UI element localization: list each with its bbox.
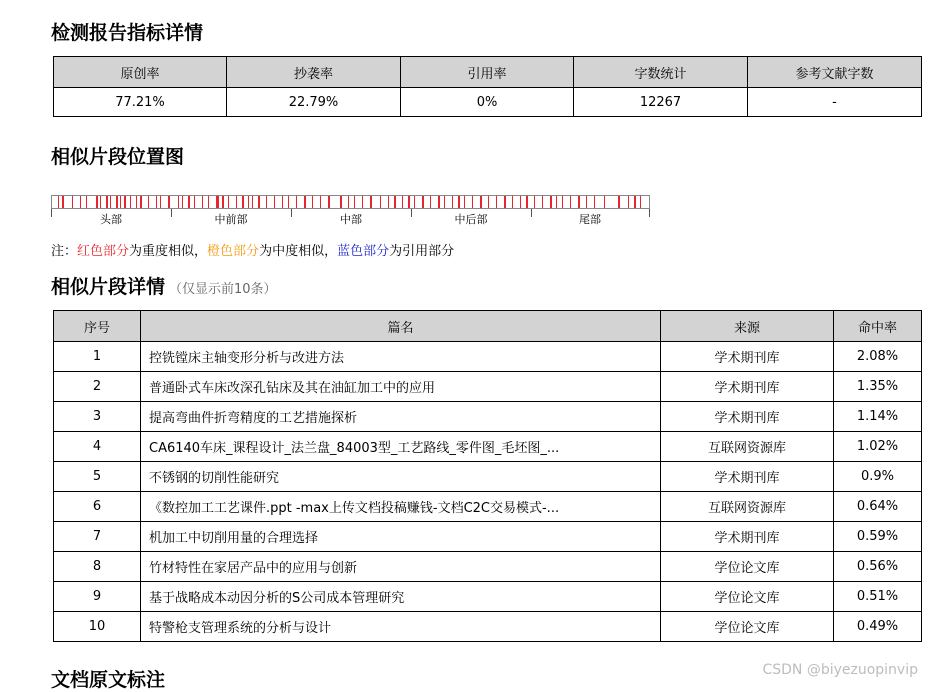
similarity-mark <box>148 196 149 208</box>
value-originality-rate: 77.21% <box>54 88 227 117</box>
similarity-mark <box>58 196 59 208</box>
section-title-similar-details <box>51 275 277 302</box>
similarity-mark <box>354 196 355 208</box>
table-row <box>54 372 922 402</box>
row-hit-rate: 0.9% <box>834 462 922 492</box>
legend-blue-text: 为引用部分 <box>389 244 455 259</box>
row-title: 控铣镗床主轴变形分析与改进方法 <box>141 342 661 372</box>
row-index: 8 <box>54 552 141 582</box>
csdn-watermark: CSDN @biyezuopinvip <box>762 662 918 678</box>
value-reference-word-count: - <box>748 88 922 117</box>
similarity-mark <box>228 196 229 208</box>
similarity-mark <box>480 196 482 208</box>
similarity-mark <box>362 196 363 208</box>
similarity-mark <box>216 196 219 208</box>
similarity-mark <box>160 196 161 208</box>
similarity-mark <box>252 196 253 208</box>
similarity-mark <box>188 196 190 208</box>
row-source: 学位论文库 <box>661 582 834 612</box>
similarity-mark <box>320 196 321 208</box>
value-citation-rate: 0% <box>401 88 574 117</box>
similarity-mark <box>168 196 170 208</box>
row-index: 1 <box>54 342 141 372</box>
similarity-mark <box>282 196 283 208</box>
row-index: 5 <box>54 462 141 492</box>
similarity-mark <box>438 196 440 208</box>
segment-label-head: 头部 <box>100 213 122 226</box>
table-row <box>54 492 922 522</box>
similarity-mark <box>208 196 209 208</box>
similarity-mark <box>96 196 98 208</box>
similarity-mark <box>140 196 142 208</box>
row-index: 4 <box>54 432 141 462</box>
similarity-mark <box>496 196 497 208</box>
row-title: CA6140车床_课程设计_法兰盘_84003型_工艺路线_零件图_毛坯图_... <box>141 432 661 462</box>
header-citation-rate: 引用率 <box>401 57 574 88</box>
header-title: 篇名 <box>141 311 661 342</box>
similarity-mark <box>86 196 87 208</box>
row-hit-rate: 1.02% <box>834 432 922 462</box>
similarity-mark <box>444 196 445 208</box>
section-title-original-annotation: 文档原文标注 <box>51 669 166 691</box>
row-source: 学术期刊库 <box>661 372 834 402</box>
row-index: 7 <box>54 522 141 552</box>
similarity-mark <box>328 196 330 208</box>
segment-label-middle: 中部 <box>340 213 362 226</box>
similarity-mark <box>242 196 244 208</box>
row-source: 互联网资源库 <box>661 492 834 522</box>
similarity-mark <box>586 196 587 208</box>
row-index: 10 <box>54 612 141 642</box>
similarity-mark <box>472 196 473 208</box>
row-title: 提高弯曲件折弯精度的工艺措施探析 <box>141 402 661 432</box>
similarity-mark <box>130 196 131 208</box>
similarity-mark <box>526 196 528 208</box>
similarity-mark <box>62 196 64 208</box>
similarity-mark <box>430 196 431 208</box>
row-source: 互联网资源库 <box>661 432 834 462</box>
similarity-mark <box>422 196 424 208</box>
value-word-count: 12267 <box>574 88 748 117</box>
similarity-mark <box>452 196 453 208</box>
similarity-mark <box>556 196 557 208</box>
row-title: 特警枪支管理系统的分析与设计 <box>141 612 661 642</box>
similarity-mark <box>124 196 126 208</box>
legend-prefix: 注： <box>51 244 78 259</box>
table-row <box>54 582 922 612</box>
row-title: 竹材特性在家居产品中的应用与创新 <box>141 552 661 582</box>
similarity-mark <box>258 196 260 208</box>
header-reference-word-count: 参考文献字数 <box>748 57 922 88</box>
table-row <box>54 402 922 432</box>
details-header-row <box>54 311 922 342</box>
segment-label-tail: 尾部 <box>579 213 601 226</box>
row-index: 3 <box>54 402 141 432</box>
similarity-mark <box>182 196 183 208</box>
similarity-mark <box>414 196 415 208</box>
similarity-mark <box>512 196 513 208</box>
similarity-mark <box>72 196 73 208</box>
similarity-mark <box>562 196 563 208</box>
row-hit-rate: 1.14% <box>834 402 922 432</box>
row-title: 基于战略成本动因分析的S公司成本管理研究 <box>141 582 661 612</box>
header-hit-rate: 命中率 <box>834 311 922 342</box>
similarity-mark <box>312 196 313 208</box>
similarity-mark <box>110 196 111 208</box>
similarity-mark <box>458 196 460 208</box>
similarity-mark <box>394 196 396 208</box>
similarity-mark <box>178 196 179 208</box>
row-source: 学位论文库 <box>661 552 834 582</box>
row-title: 不锈钢的切削性能研究 <box>141 462 661 492</box>
row-index: 9 <box>54 582 141 612</box>
color-legend <box>51 243 454 261</box>
row-source: 学位论文库 <box>661 612 834 642</box>
similarity-mark <box>380 196 381 208</box>
row-title: 机加工中切削用量的合理选择 <box>141 522 661 552</box>
row-index: 6 <box>54 492 141 522</box>
similarity-mark <box>488 196 489 208</box>
row-hit-rate: 0.59% <box>834 522 922 552</box>
header-originality-rate: 原创率 <box>54 57 227 88</box>
similarity-mark <box>504 196 506 208</box>
section-title-similar-position-map: 相似片段位置图 <box>51 146 185 168</box>
legend-orange: 橙色部分 <box>207 244 260 259</box>
metrics-table <box>53 56 922 117</box>
row-title: 普通卧式车床改深孔钻床及其在油缸加工中的应用 <box>141 372 661 402</box>
metrics-value-row <box>54 88 922 117</box>
similarity-mark <box>388 196 389 208</box>
similarity-mark <box>542 196 543 208</box>
segment-label-front-middle: 中前部 <box>214 213 248 226</box>
row-hit-rate: 1.35% <box>834 372 922 402</box>
row-source: 学术期刊库 <box>661 402 834 432</box>
similarity-mark <box>116 196 118 208</box>
similarity-mark <box>408 196 410 208</box>
similarity-mark <box>370 196 372 208</box>
similar-details-table <box>53 310 922 642</box>
similarity-mark <box>304 196 306 208</box>
row-index: 2 <box>54 372 141 402</box>
table-row <box>54 522 922 552</box>
similarity-mark <box>628 196 629 208</box>
similarity-mark <box>594 196 595 208</box>
similarity-mark <box>534 196 535 208</box>
row-source: 学术期刊库 <box>661 462 834 492</box>
similarity-mark <box>274 196 275 208</box>
similarity-mark <box>570 196 571 208</box>
similarity-mark <box>550 196 552 208</box>
similarity-mark <box>348 196 349 208</box>
header-source: 来源 <box>661 311 834 342</box>
similarity-mark <box>402 196 403 208</box>
section-title-report-metrics: 检测报告指标详情 <box>51 22 204 44</box>
similarity-mark <box>520 196 521 208</box>
similarity-mark <box>634 196 636 208</box>
legend-red: 红色部分 <box>77 244 130 259</box>
similarity-mark <box>604 196 605 208</box>
similarity-mark <box>248 196 249 208</box>
header-plagiarism-rate: 抄袭率 <box>227 57 401 88</box>
legend-red-text: 为重度相似， <box>129 244 208 259</box>
similarity-mark <box>464 196 465 208</box>
similarity-mark <box>222 196 224 208</box>
similarity-mark <box>136 196 137 208</box>
details-title-note: （仅显示前10条） <box>169 282 277 297</box>
table-row <box>54 432 922 462</box>
similarity-mark <box>578 196 580 208</box>
row-source: 学术期刊库 <box>661 342 834 372</box>
similarity-mark <box>236 196 237 208</box>
table-row <box>54 462 922 492</box>
segment-label-back-middle: 中后部 <box>454 213 488 226</box>
row-hit-rate: 0.64% <box>834 492 922 522</box>
similarity-mark <box>296 196 297 208</box>
similarity-mark <box>618 196 620 208</box>
row-hit-rate: 0.56% <box>834 552 922 582</box>
similarity-mark <box>340 196 342 208</box>
similarity-mark <box>194 196 195 208</box>
row-source: 学术期刊库 <box>661 522 834 552</box>
row-title: 《数控加工工艺课件.ppt -max上传文档投稿赚钱-文档C2C交易模式-... <box>141 492 661 522</box>
header-word-count: 字数统计 <box>574 57 748 88</box>
table-row <box>54 342 922 372</box>
similarity-mark <box>100 196 101 208</box>
row-hit-rate: 2.08% <box>834 342 922 372</box>
legend-blue: 蓝色部分 <box>337 244 390 259</box>
similarity-mark <box>106 196 108 208</box>
row-hit-rate: 0.51% <box>834 582 922 612</box>
table-row <box>54 612 922 642</box>
header-index: 序号 <box>54 311 141 342</box>
legend-orange-text: 为中度相似， <box>259 244 338 259</box>
metrics-header-row <box>54 57 922 88</box>
similarity-mark <box>288 196 289 208</box>
similarity-mark <box>202 196 203 208</box>
similarity-mark <box>156 196 157 208</box>
similarity-mark <box>120 196 121 208</box>
table-row <box>54 552 922 582</box>
similarity-position-bar <box>51 195 650 209</box>
similarity-mark <box>80 196 81 208</box>
details-title-text: 相似片段详情 <box>51 276 166 298</box>
similarity-mark <box>640 196 641 208</box>
row-hit-rate: 0.49% <box>834 612 922 642</box>
similarity-mark <box>266 196 267 208</box>
value-plagiarism-rate: 22.79% <box>227 88 401 117</box>
